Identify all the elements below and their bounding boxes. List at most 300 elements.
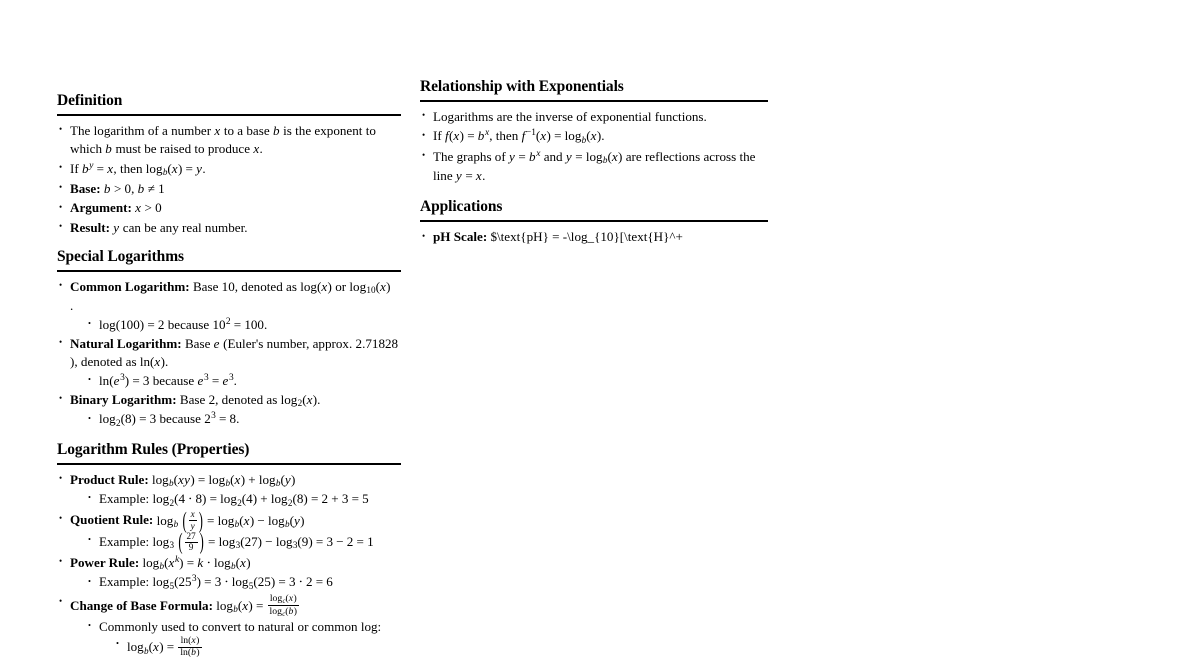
- quotient-rule-examples: [70, 528, 401, 555]
- label-natural-logarithm: Natural Logarithm:: [70, 335, 182, 351]
- heading-rule-relationship: [420, 100, 768, 102]
- math-fraction-change-of-base: [268, 594, 299, 618]
- label-base: Base:: [70, 180, 101, 196]
- math-quotient-example: log3 ( $\frac{27}{9}$ ) = log3(27) − log3(9) = 3 − 2 = 1: [152, 528, 374, 555]
- math-product-rule: logb(xy) = logb(x) + logb(y): [151, 471, 296, 489]
- math-exponent: 3: [203, 372, 209, 383]
- orphan-period: .: [70, 298, 74, 314]
- math-op-minus: −: [336, 533, 344, 549]
- list-item: [57, 122, 401, 159]
- heading-relationship-with-exponentials: Relationship with Exponentials: [420, 78, 624, 95]
- math-num: 3: [142, 372, 150, 388]
- math-num: 0: [155, 200, 162, 216]
- section-definition: [57, 92, 401, 237]
- math-op-equals: =: [197, 471, 206, 487]
- math-var-y: y: [455, 168, 462, 184]
- math-num: 5: [362, 490, 369, 506]
- math-var-x: x: [611, 148, 618, 164]
- math-exponent: 3: [191, 574, 197, 585]
- math-op-log: log: [275, 533, 293, 549]
- math-y-eq-x: [456, 168, 482, 183]
- math-op-equals: =: [207, 512, 215, 528]
- heading-rule-logarithm-rules: [57, 463, 401, 465]
- math-log-x: log(x): [300, 278, 332, 294]
- text: and: [543, 148, 563, 164]
- label-change-of-base: Change of Base Formula:: [70, 597, 213, 613]
- math-num: 2: [346, 533, 354, 549]
- math-op-equals: =: [554, 128, 562, 144]
- text-example: Example:: [99, 533, 150, 549]
- power-rule-examples: [70, 573, 401, 592]
- list-item-binary-logarithm: [57, 391, 401, 430]
- math-op-plus: +: [248, 471, 256, 487]
- math-op-log: log: [142, 554, 160, 570]
- math-var-b: b: [477, 128, 485, 144]
- math-denominator: ln(b): [180, 647, 200, 659]
- math-argument-constraint: [135, 200, 162, 215]
- math-var-x: x: [243, 512, 250, 528]
- text-example: Example:: [99, 574, 150, 590]
- list-item: [420, 127, 768, 146]
- text: because: [167, 316, 210, 332]
- change-of-base-formula-list: [99, 636, 401, 658]
- math-op-equals: =: [351, 490, 359, 506]
- math-var-e: e: [113, 372, 120, 388]
- math-op-log: log: [152, 533, 170, 549]
- math-subscript-b: b: [173, 519, 179, 530]
- definition-text: [70, 123, 376, 156]
- math-num: 2: [321, 490, 329, 506]
- math-var-y: y: [565, 148, 572, 164]
- math-var-x: x: [540, 128, 547, 144]
- logarithm-rules-list: [57, 471, 401, 659]
- math-subscript-b: b: [162, 167, 168, 178]
- math-op-log: log: [270, 490, 288, 506]
- math-num: 4: [246, 490, 253, 506]
- math-power-rule: $\log b(x^k) = k \cdot \log b(x)$: [142, 554, 251, 572]
- list-item-natural-logarithm: [57, 335, 401, 390]
- math-op-cdot: ⋅: [206, 554, 211, 570]
- math-subscript-b: b: [233, 604, 238, 615]
- list-item-ph-scale: [420, 228, 768, 246]
- math-var-x: x: [234, 471, 241, 487]
- math-subscript-c: c: [282, 610, 286, 618]
- list-item: [87, 528, 401, 555]
- change-of-base-notes: [70, 618, 401, 659]
- label-product-rule: Product Rule:: [70, 471, 149, 487]
- math-exponent-x: x: [536, 148, 541, 159]
- math-op-equals: =: [575, 148, 583, 164]
- math-op-ln: ln: [99, 372, 110, 388]
- math-num: 4: [178, 490, 185, 506]
- math-num: 8: [195, 490, 203, 506]
- natural-logarithm-examples: [70, 372, 401, 390]
- math-op-neq: ≠: [147, 180, 155, 196]
- math-num: 1: [158, 180, 165, 196]
- math-num: 8: [296, 490, 304, 506]
- math-op-log: log: [267, 512, 285, 528]
- math-var-y: y: [293, 512, 300, 528]
- math-exponent-y: y: [89, 160, 94, 171]
- text-note: Commonly used to convert to natural or common log:: [99, 618, 382, 634]
- math-op-ln: ln: [180, 634, 189, 646]
- section-relationship-with-exponentials: [420, 78, 768, 185]
- math-op-log: log: [280, 391, 298, 407]
- math-op-log: log: [220, 490, 237, 506]
- relationship-list: [420, 108, 768, 185]
- text-example: Example:: [99, 490, 150, 506]
- math-change-of-base-natural: logb(x) = $\frac{\ln(x)}{\ln(b)}$: [127, 634, 200, 659]
- heading-rule-applications: [420, 220, 768, 222]
- applications-list: [420, 228, 768, 246]
- list-item: [57, 180, 401, 198]
- math-var-b: b: [105, 141, 112, 157]
- label-argument: Argument:: [70, 200, 132, 216]
- math-num: 25: [257, 574, 271, 590]
- math-var-x: x: [590, 128, 597, 144]
- math-var-x: x: [253, 141, 260, 157]
- math-y-eq-b-pow-x: [509, 149, 540, 164]
- math-num: 27: [244, 533, 258, 549]
- math-op-equals: =: [315, 533, 324, 549]
- raw-latex-ph-formula: $\text{pH} = -\log_{10}[\text{H}^+: [490, 229, 683, 245]
- math-op-ln: ln: [180, 647, 188, 659]
- math-var-f: f: [445, 128, 449, 144]
- math-num: 3: [214, 574, 222, 590]
- list-item-power-rule: [57, 554, 401, 593]
- common-logarithm-examples: [70, 316, 401, 334]
- math-op-log: log: [208, 471, 226, 487]
- math-num: 3: [326, 533, 334, 549]
- math-op-equals: =: [209, 490, 217, 506]
- math-exponent: 3: [211, 411, 216, 422]
- math-base-constraint: b > 0, b ≠ 1: [103, 180, 165, 196]
- math-2-pow-3: [204, 411, 236, 426]
- math-fraction-27-over-9: [185, 532, 198, 553]
- heading-definition: Definition: [57, 92, 123, 109]
- section-logarithm-rules: [57, 441, 401, 659]
- list-item: [87, 490, 401, 509]
- math-op-equals: =: [233, 316, 242, 332]
- math-power-example: $\log 5(25^3) = 3 \cdot \log 5(25) = 3 \cdot 2 = 6$: [152, 574, 333, 591]
- math-op-equals: =: [255, 597, 264, 613]
- math-op-equals: =: [356, 533, 364, 549]
- list-item: • log2(8) = 3 because $2^3 = 8$.: [87, 410, 401, 429]
- product-rule-examples: [70, 490, 401, 509]
- math-exponent-x: x: [485, 128, 490, 139]
- math-var-x: x: [242, 597, 249, 613]
- math-denominator: y: [190, 520, 195, 531]
- text: If: [433, 128, 442, 144]
- math-exponent-inverse: −1: [525, 128, 536, 139]
- binary-logarithm-examples: [70, 410, 401, 429]
- math-subscript-b: b: [225, 478, 231, 489]
- text: .: [202, 160, 206, 176]
- math-y-eq-log-b-x: y = logb(x): [565, 148, 623, 166]
- math-b-pow-y: [82, 161, 113, 176]
- math-op-equals: =: [467, 128, 475, 144]
- math-var-x: x: [321, 278, 328, 294]
- math-op-log: log: [217, 512, 235, 528]
- special-logarithms-list: [57, 278, 401, 430]
- math-log2-8: log2(8) = 3: [99, 411, 157, 428]
- math-exponent-k: k: [174, 554, 180, 565]
- math-op-log: log: [145, 160, 163, 176]
- math-subscript-b: b: [275, 478, 281, 489]
- math-subscript-2: 2: [116, 417, 121, 428]
- math-fraction-ln: [178, 636, 201, 658]
- math-op-equals: =: [147, 316, 155, 332]
- math-var-y: y: [509, 148, 515, 164]
- math-numerator: logc(x): [269, 592, 297, 605]
- math-op-equals: =: [204, 574, 212, 590]
- math-var-x: x: [453, 128, 460, 144]
- math-var-x: x: [154, 354, 161, 370]
- text: The logarithm of a number: [70, 122, 212, 138]
- list-item: • $\ln(e^3) = 3$ because $e^3 = e^3$.: [87, 372, 401, 390]
- math-var-x: x: [107, 160, 114, 176]
- math-op-cdot: ⋅: [224, 574, 229, 590]
- text: because: [159, 411, 201, 427]
- math-op-log: log: [214, 554, 231, 570]
- math-numerator: 27: [186, 530, 196, 541]
- left-column: [57, 92, 401, 659]
- label-binary-logarithm: Binary Logarithm:: [70, 391, 177, 407]
- math-op-plus: +: [331, 490, 339, 506]
- math-op-equals: =: [211, 372, 220, 388]
- math-var-x: x: [171, 160, 178, 176]
- math-op-equals: =: [166, 639, 175, 655]
- math-fraction-x-over-y: [189, 510, 197, 531]
- math-denominator: logc(b): [269, 605, 297, 618]
- label-result: Result:: [70, 219, 111, 235]
- math-numerator: ln(x): [180, 634, 200, 646]
- math-subscript-b: b: [144, 645, 149, 656]
- math-product-example: log2(4 ⋅ 8) = log2(4) + log2(8) = 2 + 3 = 5: [152, 490, 369, 508]
- math-var-y: y: [284, 471, 291, 487]
- math-op-log: log: [152, 490, 170, 506]
- text: Base: [184, 335, 211, 351]
- text: .: [164, 354, 169, 370]
- list-item: [420, 148, 768, 186]
- math-var-k: k: [197, 554, 204, 570]
- math-op-gt: >: [113, 180, 122, 196]
- math-var-f: f: [521, 128, 526, 144]
- math-var-b: b: [82, 160, 89, 176]
- math-subscript-b: b: [602, 155, 608, 166]
- math-var-y: y: [184, 471, 190, 487]
- math-log-b-x-eq-y: logb(x) = y: [145, 160, 202, 178]
- math-op-equals: =: [315, 574, 324, 590]
- text: Base 10, denoted as: [192, 278, 297, 294]
- math-op-log: log: [258, 471, 276, 487]
- text: .: [482, 168, 486, 184]
- math-e3-eq-e3: [197, 373, 233, 388]
- definition-list: [57, 122, 401, 237]
- math-op-log: log: [99, 411, 116, 427]
- heading-logarithm-rules: Logarithm Rules (Properties): [57, 440, 250, 458]
- math-op-equals: =: [139, 411, 147, 427]
- math-op-log: log: [564, 128, 582, 144]
- math-var-e: e: [222, 372, 229, 388]
- list-item: • log(100) = 2 because $10^2 = 100$.: [87, 316, 401, 334]
- text: .: [317, 391, 321, 407]
- math-subscript-2: 2: [287, 497, 293, 508]
- math-op-log: log: [231, 574, 249, 590]
- math-numerator: x: [190, 509, 195, 520]
- math-op-equals: =: [96, 160, 105, 176]
- text: because: [152, 372, 195, 388]
- math-num: 3: [341, 490, 349, 506]
- label-power-rule: Power Rule:: [70, 554, 140, 570]
- math-op-gt: >: [144, 200, 152, 216]
- math-var-x: x: [288, 592, 294, 604]
- math-var-x: x: [168, 554, 175, 570]
- math-var-x: x: [379, 278, 386, 294]
- math-var-x: x: [306, 391, 313, 407]
- math-num: 100: [244, 316, 264, 332]
- text: to a base: [223, 122, 270, 138]
- math-var-x: x: [177, 471, 184, 487]
- math-subscript-2: 2: [297, 398, 303, 409]
- math-op-log: log: [151, 471, 169, 487]
- list-item: [115, 636, 401, 658]
- math-subscript-b: b: [284, 519, 290, 530]
- math-op-plus: +: [260, 490, 268, 506]
- math-op-log: log: [127, 639, 144, 655]
- math-exponent: 3: [228, 372, 234, 383]
- text: ), denoted as: [70, 354, 137, 370]
- math-op-equals: =: [278, 574, 286, 590]
- math-var-b: b: [103, 180, 111, 196]
- math-op-log: log: [218, 533, 236, 549]
- math-subscript-b: b: [231, 561, 236, 572]
- math-var-e: e: [197, 372, 204, 388]
- math-ln-e3: $\ln(e^3) = 3$: [99, 372, 150, 388]
- heading-applications: Applications: [420, 198, 503, 216]
- math-op-equals: =: [185, 160, 193, 176]
- math-log2-x: log2(x): [280, 391, 318, 409]
- math-op-equals: =: [465, 168, 473, 184]
- math-num: 8: [229, 411, 237, 427]
- label-ph-scale: pH Scale:: [433, 229, 488, 245]
- list-item: [57, 219, 401, 237]
- list-item: [57, 160, 401, 179]
- math-num: 9: [301, 533, 309, 549]
- math-num: 8: [124, 411, 132, 427]
- math-op-log: log: [152, 574, 170, 590]
- math-exponent: 3: [120, 372, 125, 383]
- math-num: 2: [157, 316, 165, 332]
- math-op-equals: =: [518, 148, 526, 164]
- math-subscript-2: 2: [169, 497, 175, 508]
- math-op-log: log: [300, 278, 317, 294]
- math-subscript-3: 3: [292, 540, 298, 551]
- math-subscript-5-visible: 5: [169, 580, 175, 591]
- math-op-minus: −: [265, 533, 273, 549]
- math-ln-x: ln(x): [139, 354, 165, 370]
- text: .: [601, 128, 605, 144]
- text: are reflections across the line: [433, 148, 756, 184]
- list-item: [57, 199, 401, 217]
- list-item-common-logarithm: [57, 278, 401, 334]
- math-subscript-b: b: [159, 561, 165, 572]
- math-op-minus: −: [257, 512, 265, 528]
- math-f-x-eq-b-pow-x: $f(x) = b^x$: [445, 128, 490, 144]
- right-column: [420, 78, 768, 248]
- math-num: 0: [124, 180, 132, 196]
- math-op-cdot: ⋅: [298, 574, 303, 590]
- math-subscript-3: 3: [235, 540, 241, 551]
- math-exponent: 2: [225, 316, 231, 327]
- math-num: 100: [120, 316, 140, 332]
- text: .: [259, 141, 263, 157]
- math-log10-x: log10(x): [349, 278, 391, 296]
- math-var-b: b: [528, 148, 536, 164]
- math-op-equals: =: [208, 533, 216, 549]
- math-var-y: y: [196, 160, 202, 176]
- math-op-log: log: [156, 512, 174, 528]
- math-denominator: 9: [185, 542, 198, 553]
- math-var-e: e: [213, 335, 220, 351]
- math-op-ln: ln: [139, 354, 151, 370]
- list-item-change-of-base: [57, 594, 401, 659]
- math-var-x: x: [214, 122, 221, 138]
- math-change-of-base: logb(x) = $\frac{\log c(x)}{\log c(b)}$: [216, 592, 297, 618]
- list-item-quotient-rule: [57, 507, 401, 555]
- list-item: [87, 573, 401, 592]
- math-var-b: b: [272, 122, 280, 138]
- label-quotient-rule: Quotient Rule:: [70, 512, 154, 528]
- math-num: 3: [149, 411, 157, 427]
- math-num-approx: 2.71828: [355, 335, 399, 351]
- text: Logarithms are the inverse of exponential functions.: [433, 108, 707, 124]
- math-subscript-10: 10: [366, 285, 376, 296]
- math-subscript-c: c: [282, 597, 286, 605]
- heading-rule-definition: [57, 114, 401, 116]
- text: , then: [113, 160, 143, 176]
- math-num: 2: [305, 574, 313, 590]
- math-op-equals: =: [310, 490, 319, 506]
- list-item-product-rule: [57, 471, 401, 510]
- math-op-equals: =: [218, 411, 227, 427]
- text: The graphs of: [433, 148, 506, 164]
- math-subscript-2: 2: [237, 497, 242, 508]
- math-op-equals: =: [132, 372, 140, 388]
- math-quotient-rule: logb ( $\frac{x}{y}$ ) = logb(x) − logb(y): [156, 507, 305, 533]
- math-var-b: b: [191, 647, 196, 659]
- section-special-logarithms: [57, 248, 401, 430]
- text: must be raised to produce: [115, 141, 251, 157]
- math-var-x: x: [239, 554, 246, 570]
- math-var-x: x: [152, 639, 159, 655]
- math-num: 25: [178, 574, 192, 590]
- text: If: [70, 160, 79, 176]
- math-op-equals: =: [186, 554, 195, 570]
- math-op-log: log: [216, 597, 233, 613]
- math-var-x: x: [191, 634, 196, 646]
- math-subscript-5-visible: 5: [248, 580, 254, 591]
- math-num: 1: [367, 533, 374, 549]
- math-num: 6: [326, 574, 333, 590]
- math-var-y: y: [113, 219, 120, 235]
- math-var-x: x: [475, 168, 482, 184]
- text: or: [335, 278, 347, 294]
- text: Base 2, denoted as: [179, 391, 278, 407]
- math-subscript-3: 3: [169, 540, 175, 551]
- heading-rule-special-logarithms: [57, 270, 401, 272]
- math-num: 10: [212, 316, 226, 332]
